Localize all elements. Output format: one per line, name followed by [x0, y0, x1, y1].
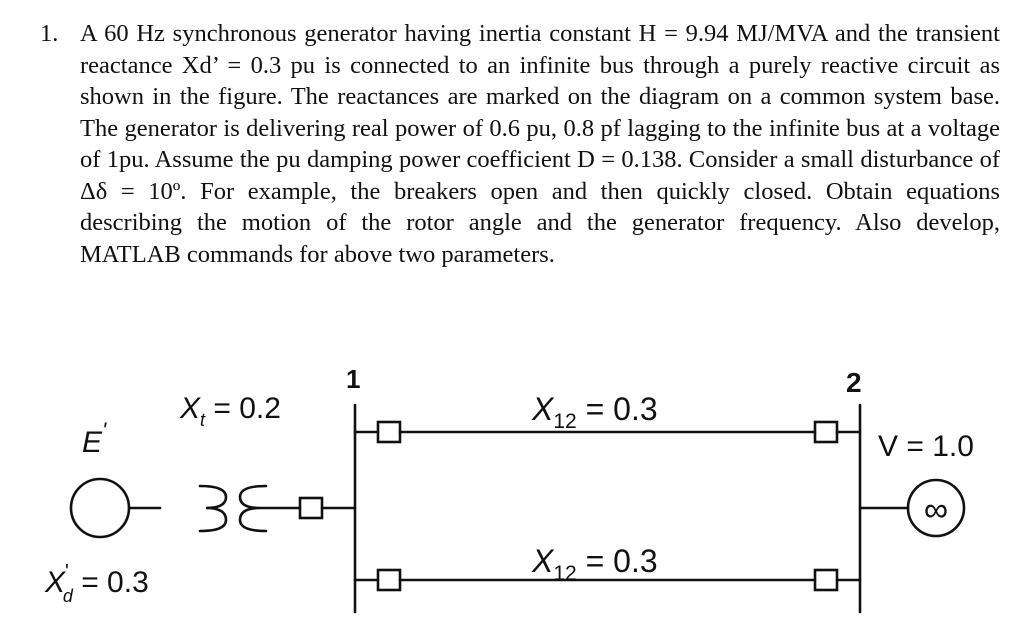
- voltage-label: [878, 430, 974, 463]
- xt-value: = 0.2: [205, 392, 281, 425]
- problem-text: A 60 Hz synchronous generator having inertia constant H = 9.94 MJ/MVA and the transient reactance Xd’ = 0.3 pu is connected to an infinite bus through a purely reactive circuit as shown in the figure. The reactances are marked on the diagram on a common system base. The generator is delivering real power of 0.6 pu, 0.8 pf lagging to the infinite bus at a voltage of 1pu. Assume the pu damping power coefficient D = 0.138. Consider a small disturbance of Δδ = 10º. For example, the breakers open and then quickly closed. Obtain equations describing the motion of the rotor angle and the generator frequency. Also develop, MATLAB commands for above two parameters.: [80, 20, 1000, 268]
- emf-prime: ': [102, 418, 107, 443]
- x12-bottom-symbol: X: [532, 543, 554, 579]
- bus-1-label: 1: [346, 364, 361, 394]
- x12-top-label: [531, 391, 658, 433]
- breaker-transformer-bus1: [300, 498, 322, 518]
- breaker-bottom-bus1: [378, 570, 400, 590]
- emf-symbol: E: [82, 426, 103, 459]
- breaker-top-bus2: [815, 422, 837, 442]
- emf-label: [82, 418, 107, 459]
- x12-bottom-value: = 0.3: [576, 543, 658, 579]
- infinite-bus-icon: ∞: [923, 491, 949, 529]
- xd-symbol: X: [45, 566, 66, 599]
- circuit-diagram: [0, 340, 1035, 635]
- x12-top-value: = 0.3: [576, 391, 658, 427]
- generator-symbol: [71, 479, 129, 537]
- xd-subscript: d: [62, 586, 73, 606]
- transformer-primary-coil: [129, 486, 226, 531]
- x12-bottom-subscript: 12: [553, 562, 577, 585]
- x12-top-symbol: X: [532, 391, 554, 427]
- x12-top-subscript: 12: [553, 410, 577, 433]
- bus-2-label: 2: [846, 367, 862, 398]
- xd-label: [44, 561, 149, 606]
- breaker-top-bus1: [378, 422, 400, 442]
- xt-symbol: X: [180, 392, 201, 425]
- voltage-text: V = 1.0: [878, 430, 974, 463]
- xt-label: [179, 392, 281, 430]
- xd-prime: ': [65, 561, 69, 583]
- xt-subscript: t: [200, 410, 206, 430]
- x12-bottom-label: [531, 543, 658, 585]
- problem-statement: [40, 18, 1000, 270]
- problem-number: 1.: [40, 20, 59, 47]
- xd-value: = 0.3: [72, 566, 149, 599]
- breaker-bottom-bus2: [815, 570, 837, 590]
